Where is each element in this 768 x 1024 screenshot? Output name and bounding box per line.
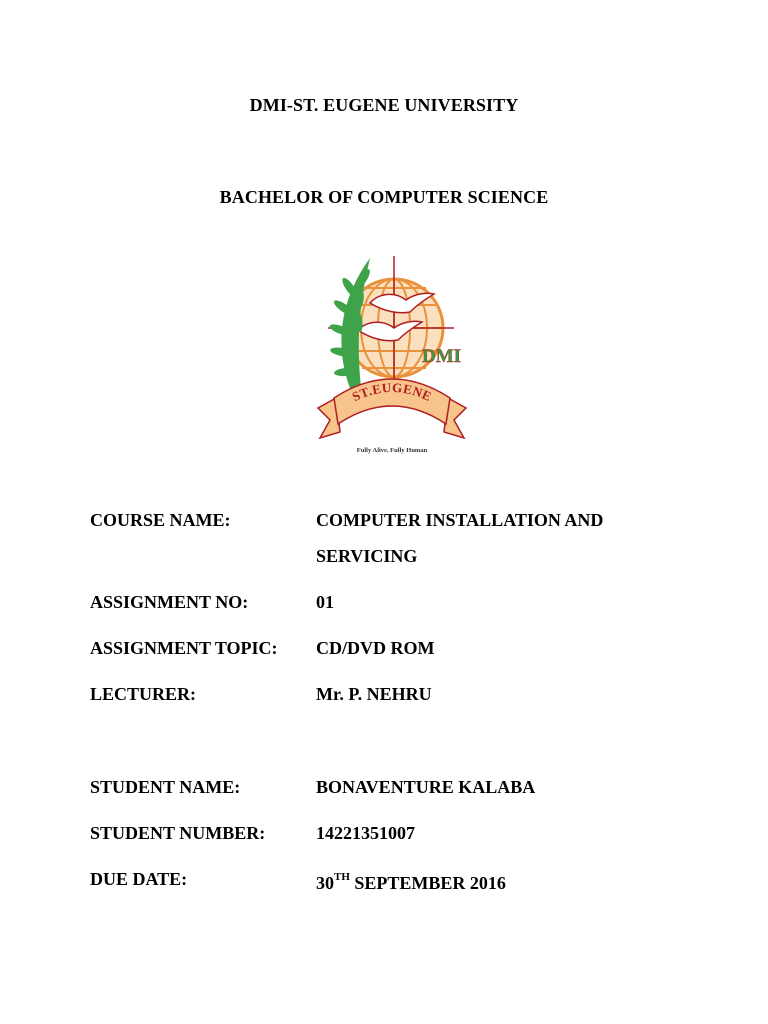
student-number-value: 14221351007 [316, 823, 415, 843]
student-name-value: BONAVENTURE KALABA [316, 777, 536, 797]
course-name-value: COMPUTER INSTALLATION AND SERVICING [316, 510, 604, 566]
university-logo [314, 248, 470, 458]
course-name-label: COURSE NAME: [90, 510, 231, 530]
banner-ribbon [318, 379, 466, 438]
banner-text: ST.EUGENE [349, 379, 435, 405]
assignment-no-label: ASSIGNMENT NO: [90, 592, 249, 612]
assignment-topic-value: CD/DVD ROM [316, 638, 435, 658]
due-date-suffix: TH [334, 871, 350, 883]
lecturer-label: LECTURER: [90, 684, 197, 704]
degree-title: BACHELOR OF COMPUTER SCIENCE [219, 187, 549, 207]
due-date-rest: SEPTEMBER 2016 [349, 873, 506, 893]
university-name: DMI-ST. EUGENE UNIVERSITY [249, 95, 519, 115]
assignment-no-value: 01 [316, 592, 334, 612]
due-date-day: 30 [316, 873, 334, 893]
student-number-label: STUDENT NUMBER: [90, 823, 266, 843]
lecturer-value: Mr. P. NEHRU [316, 684, 432, 704]
due-date-label: DUE DATE: [90, 869, 188, 889]
logo-initials: DMI [422, 346, 462, 367]
assignment-topic-label: ASSIGNMENT TOPIC: [90, 638, 278, 658]
logo-motto: Fully Alive, Fully Human [356, 447, 428, 454]
dmi-logo-icon [314, 248, 470, 458]
due-date-value [316, 861, 506, 901]
student-name-label: STUDENT NAME: [90, 777, 241, 797]
